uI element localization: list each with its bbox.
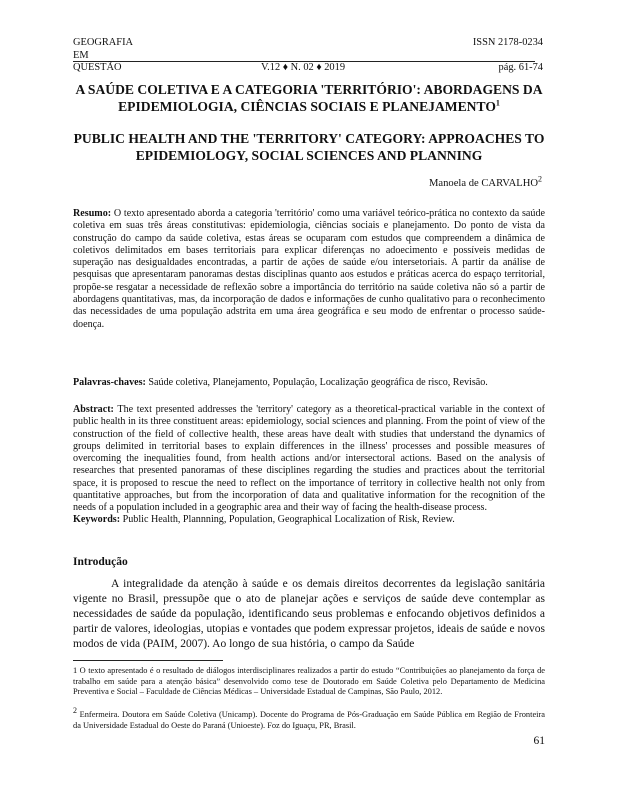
journal-name-line1: GEOGRAFIA — [73, 37, 134, 48]
title-footnote-marker[interactable]: 1 — [495, 98, 500, 108]
abstract-text: The text presented addresses the 'territory' category as a theoretical-practical variable in the context of public health in its three constituent areas: epidemiology, social sciences and planning. From the point of view of the construction of the field of collective health, these areas have dealt with studies that understand the dynamics of groups delimited in territorial bases to explain differences in the illness' processes and possible measures of overcoming the inequalities found, from health actions and/or intersectoral actions. Based on the analysis of researches that presented panoramas of these disciplines regarding the studies and practices about the territorial space, it is proposed to rescue the need to reflect on the importance of territory in collective health not only from quantitative approaches, but from the incorporation of data and qualitative information for the recognition of the needs of a population included in a geographic area and their way of facing the health-disease process. — [73, 404, 546, 514]
title-english-text: PUBLIC HEALTH AND THE 'TERRITORY' CATEGORY: APPROACHES TO EPIDEMIOLOGY, SOCIAL SCIENCES AND PLANNING — [73, 131, 545, 163]
journal-name-line2: EM — [73, 49, 89, 61]
palavras-chaves-section — [73, 377, 545, 389]
keywords-label: Keywords: — [73, 514, 121, 525]
abstract-label: Abstract: — [73, 404, 114, 415]
page-number: 61 — [533, 735, 545, 747]
keywords-text: Public Health, Plannning, Population, Geographical Localization of Risk, Review. — [122, 514, 455, 525]
page-range: pág. 61-74 — [498, 62, 543, 73]
intro-heading: Introdução — [73, 556, 128, 568]
title-english — [60, 130, 558, 164]
resumo-section — [73, 208, 545, 331]
footnote-1-marker: 1 — [73, 666, 78, 675]
issn: ISSN 2178-0234 — [472, 37, 543, 48]
footnote-1 — [73, 666, 545, 698]
volume-issue: V.12 ♦ N. 02 ♦ 2019 — [261, 62, 346, 73]
author-footnote-marker[interactable]: 2 — [538, 174, 542, 184]
footnote-1-text: O texto apresentado é o resultado de diálogos interdisciplinares realizados a partir do estudo “Contribuições ao planejamento da força de trabalho em saúde para a atenção básica” desenvolvido como tese de Doutorado em Saúde Coletiva pelo Departamento de Medicina Preventiva e Social – Faculdade de Ciências Médicas – Universidade Estadual de Campinas, São Paulo, 2012. — [73, 666, 545, 697]
footnote-2-text: Enfermeira. Doutora em Saúde Coletiva (Unicamp). Docente do Programa de Pós-Graduação em Saúde Pública em Região de Fronteira da Universidade Estadual do Oeste do Paraná (Unioeste). Foz do Iguaçu, PR, Brasil. — [73, 710, 545, 730]
palavras-chaves-label: Palavras-chaves: — [73, 377, 146, 388]
intro-paragraph: A integralidade da atenção à saúde e os demais direitos decorrentes da legislação sanitária vigente no Brasil, pressupõe que o ato de planejar ações e serviços de saúde deve contemplar as necessidades de saúde da população, identificando seus problemas e enfocando objetivos definidos a partir de valores, ideologias, utopias e vontades que podem expressar projetos, ideais de saúde e novos modos de vida (PAIM, 2007). Ao longo de sua história, o campo da Saúde — [73, 578, 546, 650]
title-portuguese — [60, 81, 558, 115]
palavras-chaves-text: Saúde coletiva, Planejamento, População, Localização geográfica de risco, Revisão. — [148, 377, 488, 388]
title-portuguese-text: A SAÚDE COLETIVA E A CATEGORIA 'TERRITÓRIO': ABORDAGENS DA EPIDEMIOLOGIA, CIÊNCIAS SOCIAIS E PLANEJAMENTO — [75, 82, 543, 114]
footnote-divider — [73, 660, 223, 661]
journal-name-line3: QUESTÃO — [73, 62, 122, 73]
resumo-text: O texto apresentado aborda a categoria 'território' como uma variável teórico-prática no contexto da saúde coletiva em suas três áreas constitutivas: epidemiologia, ciências sociais e planejamento. Do ponto de vista da construção do campo da saúde coletiva, estas áreas se ocuparam com estudos que compreendem a dinâmica de coletivos delimitados em bases territoriais para explicar diferenças no adoecimento e possíveis medidas de superação nas desigualdades encontradas, a partir de ações de saúde e/ou intersetoriais. A partir da análise de pesquisas que apresentaram panoramas destas disciplinas quanto aos estudos e práticas acerca do espaço territorial, propõe-se resgatar a necessidade de reflexão sobre a importância do território na saúde coletiva não só a partir de abordagens quantitativas, mas, da incorporação de dados e informações de cunho qualitativo para o reconhecimento das necessidades de uma população adstrita em uma área geográfica e seu modo de enfrentar o processo saúde-doença. — [73, 208, 545, 330]
abstract-section — [73, 404, 545, 515]
running-header — [73, 37, 543, 75]
resumo-label: Resumo: — [73, 208, 112, 219]
author-line — [429, 174, 542, 189]
footnote-2 — [73, 706, 545, 731]
keywords-section — [73, 514, 545, 526]
footnote-2-marker: 2 — [73, 706, 77, 716]
author-name: Manoela de CARVALHO — [429, 178, 538, 189]
